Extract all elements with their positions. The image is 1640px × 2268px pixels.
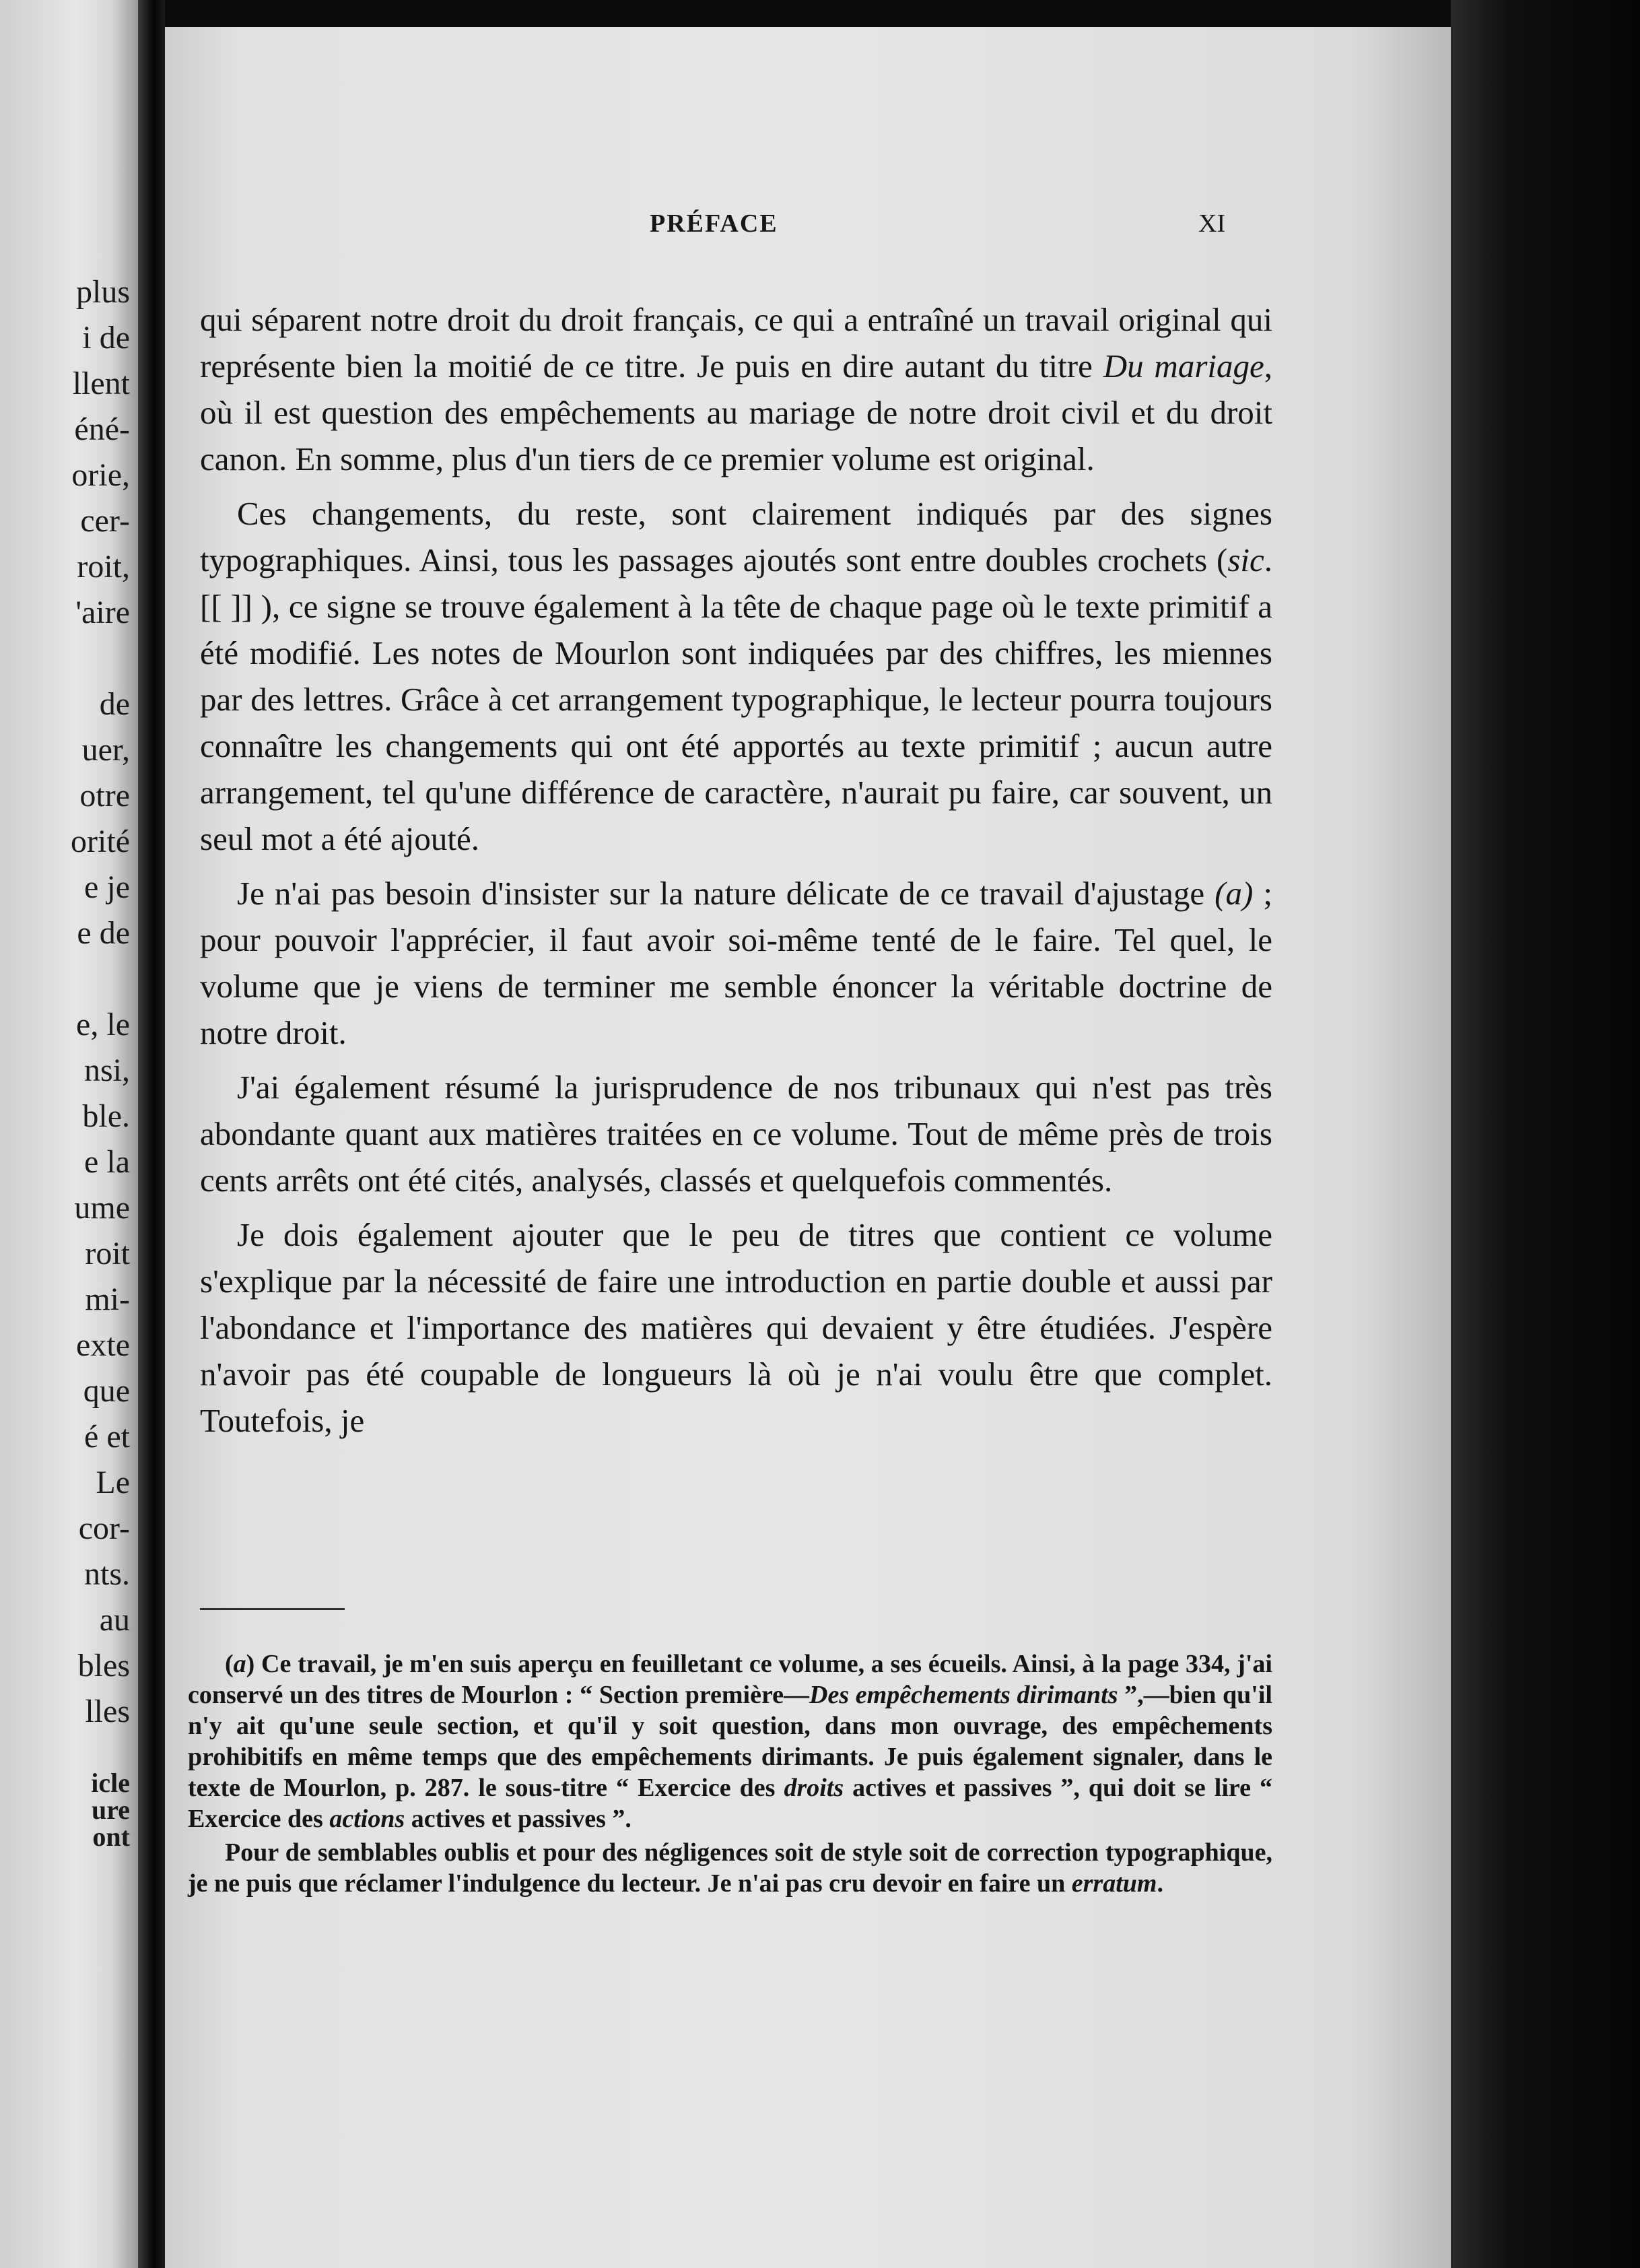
left-line: cor- bbox=[78, 1510, 130, 1546]
left-line: e la bbox=[84, 1144, 130, 1180]
page-edge-shadow bbox=[1451, 0, 1640, 2268]
left-line: uer, bbox=[81, 732, 130, 768]
left-line: e je bbox=[84, 869, 130, 905]
paragraph: qui séparent notre droit du droit français, ce qui a entraîné un travail original qui représente bien la moitié de ce titre. Je puis en dire autant du titre Du mariage, où il est question des empêchements au mariage de notre droit civil et du droit canon. En somme, plus d'un tiers de ce premier volume est original. bbox=[200, 301, 1272, 477]
left-line: roit bbox=[85, 1236, 130, 1271]
left-line: cer- bbox=[80, 503, 130, 539]
running-head bbox=[165, 209, 1451, 249]
body-text bbox=[200, 296, 1272, 1452]
left-note-line: ure bbox=[91, 1795, 130, 1825]
left-line: 'aire bbox=[75, 595, 130, 630]
left-line: llent bbox=[72, 366, 130, 401]
paragraph: Ces changements, du reste, sont clairement indiqués par des signes typographiques. Ainsi, tous les passages ajoutés sont entre doubles crochets (sic. [[ ]] ), ce signe se trouve également à la tête de chaque page où le texte primitif a été modifié. Les notes de Mourlon sont indiquées par des chiffres, les miennes par des lettres. Grâce à cet arrangement typographique, le lecteur pourra toujours connaître les changements qui ont été apportés au texte primitif ; aucun autre arrangement, tel qu'une différence de caractère, n'aurait pu faire, car souvent, un seul mot a été ajouté. bbox=[200, 495, 1272, 857]
left-line: i de bbox=[82, 320, 130, 356]
left-line: orie, bbox=[71, 457, 130, 493]
left-line: exte bbox=[76, 1327, 130, 1363]
left-line: e, le bbox=[76, 1007, 130, 1042]
footnote-rule bbox=[200, 1608, 345, 1610]
left-line: orité bbox=[71, 824, 130, 859]
paragraph: J'ai également résumé la jurisprudence de nos tribunaux qui n'est pas très abondante quant aux matières traitées en ce volume. Tout de même près de trois cents arrêts ont été cités, analysés, classés et quelquefois commentés. bbox=[200, 1069, 1272, 1199]
left-line-gap bbox=[71, 956, 130, 1002]
footnote-reference: (a) bbox=[1215, 875, 1254, 912]
left-line: lles bbox=[85, 1694, 130, 1729]
left-line: ume bbox=[74, 1190, 130, 1226]
book-gutter bbox=[138, 0, 165, 2268]
left-line: plus bbox=[75, 274, 130, 310]
page-number: XI bbox=[1198, 209, 1226, 238]
footnote: (a) Ce travail, je m'en suis aperçu en feuilletant ce volume, a ses écueils. Ainsi, à la page 334, j'ai conservé un des titres de Mourlon : “ Section première—Des empêchements dirimants ”,—bien qu'il n'y ait qu'une seule section, et qu'il y soit question, dans mon ouvrage, des empêchements prohibitifs en même temps que des empêchements dirimants. Je puis également signaler, dans le texte de Mourlon, p. 287. le sous-titre “ Exercice des droits actives et passives ”, qui doit se lire “ Exercice des actions actives et passives ”. bbox=[188, 1650, 1272, 1833]
paragraph: Je n'ai pas besoin d'insister sur la nature délicate de ce travail d'ajustage (a) ; pour pouvoir l'apprécier, il faut avoir soi-même tenté de le faire. Tel quel, le volume que je viens de terminer me semble énoncer la véritable doctrine de notre droit. bbox=[200, 875, 1272, 1051]
footnote: Pour de semblables oublis et pour des négligences soit de style soit de correction typographique, je ne puis que réclamer l'indulgence du lecteur. Je n'ai pas cru devoir en faire un erratum. bbox=[188, 1838, 1272, 1898]
left-line: e de bbox=[77, 915, 130, 951]
left-line: nts. bbox=[83, 1556, 130, 1592]
running-title: PRÉFACE bbox=[650, 209, 778, 238]
left-line: que bbox=[83, 1373, 130, 1409]
left-note-line: ont bbox=[92, 1822, 130, 1852]
left-line-gap bbox=[71, 1735, 130, 1770]
left-line: roit, bbox=[77, 549, 130, 585]
book-page bbox=[165, 27, 1451, 2268]
left-line: Le bbox=[96, 1465, 130, 1500]
left-line: éné- bbox=[74, 411, 130, 447]
left-line: é et bbox=[84, 1419, 130, 1455]
left-page-lines bbox=[71, 269, 130, 1850]
left-line-gap bbox=[71, 636, 130, 681]
paragraph: Je dois également ajouter que le peu de titres que contient ce volume s'explique par la nécessité de faire une introduction en partie double et aussi par l'abondance et l'importance des matières qui devaient y être étudiées. J'espère n'avoir pas été coupable de longueurs là où je n'ai voulu être que complet. Toutefois, je bbox=[200, 1216, 1272, 1439]
left-page-fragment bbox=[0, 0, 138, 2268]
left-line: nsi, bbox=[83, 1053, 130, 1088]
left-line: otre bbox=[79, 778, 130, 813]
left-line: au bbox=[99, 1602, 130, 1638]
left-line: ble. bbox=[82, 1098, 130, 1134]
left-note-line: icle bbox=[91, 1768, 130, 1798]
left-line: mi- bbox=[85, 1281, 130, 1317]
left-line: bles bbox=[77, 1648, 130, 1683]
footnotes bbox=[188, 1648, 1272, 1902]
left-line: de bbox=[99, 686, 130, 722]
